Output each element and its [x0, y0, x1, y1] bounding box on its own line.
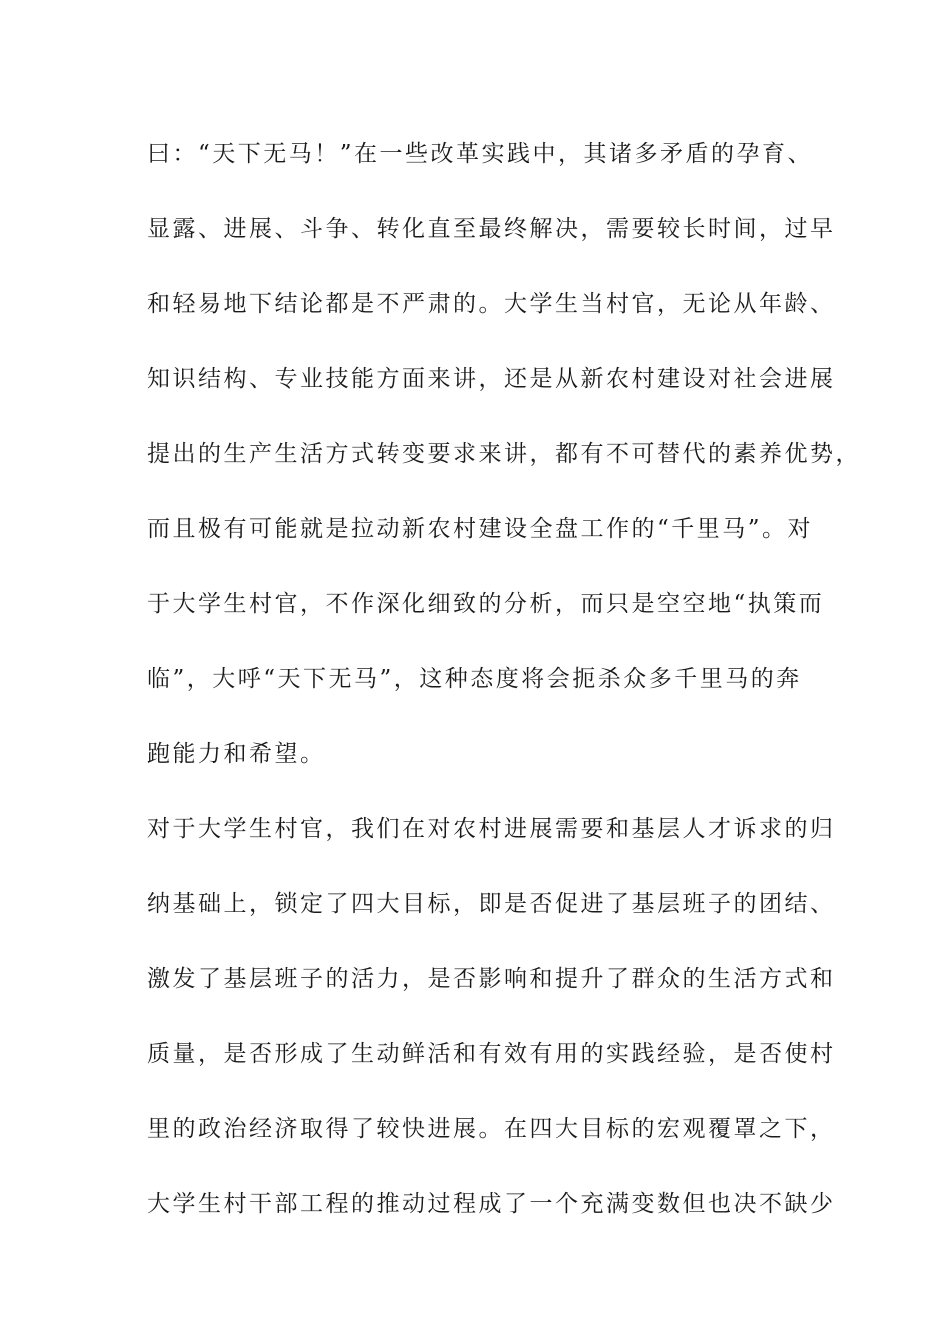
text-line: 激发了基层班子的活力，是否影响和提升了群众的生活方式和 — [147, 966, 836, 992]
text-line: 曰：“天下无马！”在一些改革实践中，其诸多矛盾的孕育、 — [147, 141, 814, 167]
text-line: 里的政治经济取得了较快进展。在四大目标的宏观覆罩之下， — [147, 1116, 836, 1142]
text-line: 而且极有可能就是拉动新农村建设全盘工作的“千里马”。对 — [147, 516, 814, 542]
text-line: 对于大学生村官，我们在对农村进展需要和基层人才诉求的归 — [147, 816, 836, 842]
text-line: 显露、进展、斗争、转化直至最终解决，需要较长时间，过早 — [147, 216, 836, 242]
text-line: 临”，大呼“天下无马”，这种态度将会扼杀众多千里马的奔 — [147, 666, 802, 692]
text-line: 跑能力和希望。 — [147, 741, 326, 767]
text-line: 和轻易地下结论都是不严肃的。大学生当村官，无论从年龄、 — [147, 291, 836, 317]
text-line: 纳基础上，锁定了四大目标，即是否促进了基层班子的团结、 — [147, 891, 836, 917]
text-line: 于大学生村官，不作深化细致的分析，而只是空空地“执策而 — [147, 591, 825, 617]
text-line: 质量，是否形成了生动鲜活和有效有用的实践经验，是否使村 — [147, 1041, 836, 1067]
text-line: 知识结构、专业技能方面来讲，还是从新农村建设对社会进展 — [147, 366, 836, 392]
text-line: 提出的生产生活方式转变要求来讲，都有不可替代的素养优势， — [147, 441, 861, 467]
text-line: 大学生村干部工程的推动过程成了一个充满变数但也决不缺少 — [147, 1191, 836, 1217]
